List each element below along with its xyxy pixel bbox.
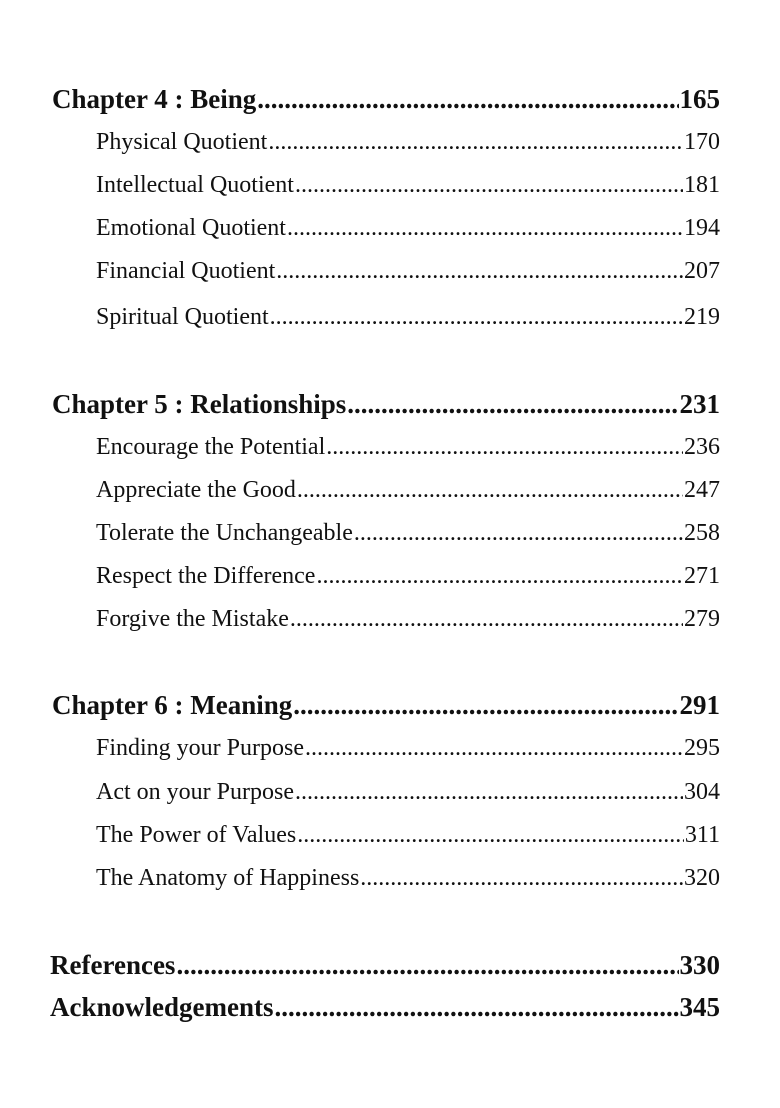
dot-leader [276, 258, 683, 285]
section-page-number: 194 [684, 215, 720, 241]
section-title: Tolerate the Unchangeable [96, 520, 353, 546]
section-title: Intellectual Quotient [96, 172, 294, 198]
end-matter-page-number: 330 [679, 950, 720, 980]
section-page-number: 236 [684, 434, 720, 460]
section-page-number: 295 [684, 735, 720, 761]
toc-section[interactable] [96, 606, 720, 633]
section-page-number: 219 [684, 304, 720, 330]
section-title: The Anatomy of Happiness [96, 865, 360, 891]
dot-leader [347, 389, 678, 420]
section-title: Physical Quotient [96, 129, 268, 155]
dot-leader [360, 865, 683, 892]
section-title: Spiritual Quotient [96, 304, 269, 330]
toc-chapter-6[interactable] [52, 690, 720, 721]
end-matter-page-number: 345 [679, 992, 720, 1022]
section-title: Finding your Purpose [96, 735, 305, 761]
toc-section[interactable] [96, 865, 720, 892]
section-page-number: 258 [684, 520, 720, 546]
toc-section[interactable] [96, 779, 720, 806]
section-page-number: 247 [684, 477, 720, 503]
section-title: Appreciate the Good [96, 477, 296, 503]
chapter-page-number: 291 [679, 690, 720, 720]
section-page-number: 320 [684, 865, 720, 891]
dot-leader [290, 606, 683, 633]
section-page-number: 170 [684, 129, 720, 155]
toc-section[interactable] [96, 129, 720, 156]
toc-section[interactable] [96, 822, 720, 849]
dot-leader [297, 477, 683, 504]
section-title: Emotional Quotient [96, 215, 286, 241]
section-page-number: 207 [684, 258, 720, 284]
end-matter-title: Acknowledgements [50, 992, 274, 1022]
toc-section[interactable] [96, 434, 720, 461]
toc-references[interactable] [50, 950, 720, 981]
dot-leader [354, 520, 683, 547]
toc-section[interactable] [96, 563, 720, 590]
toc-section[interactable] [96, 477, 720, 504]
chapter-title: Chapter 5 : Relationships [52, 389, 347, 419]
dot-leader [270, 304, 683, 331]
toc-section[interactable] [96, 304, 720, 331]
section-title: Financial Quotient [96, 258, 276, 284]
section-page-number: 311 [684, 822, 720, 848]
end-matter-title: References [50, 950, 176, 980]
chapter-title: Chapter 4 : Being [52, 84, 257, 114]
dot-leader [297, 822, 684, 849]
dot-leader [293, 690, 678, 721]
toc-acknowledgements[interactable] [50, 992, 720, 1023]
toc-section[interactable] [96, 520, 720, 547]
dot-leader [176, 950, 678, 981]
dot-leader [295, 779, 683, 806]
section-page-number: 181 [684, 172, 720, 198]
section-page-number: 304 [684, 779, 720, 805]
dot-leader [268, 129, 683, 156]
section-title: Respect the Difference [96, 563, 316, 589]
section-title: Act on your Purpose [96, 779, 294, 805]
toc-section[interactable] [96, 735, 720, 762]
chapter-page-number: 165 [679, 84, 720, 114]
chapter-title: Chapter 6 : Meaning [52, 690, 293, 720]
dot-leader [257, 84, 678, 115]
dot-leader [316, 563, 683, 590]
toc-chapter-4[interactable] [52, 84, 720, 115]
toc-section[interactable] [96, 258, 720, 285]
dot-leader [275, 992, 679, 1023]
section-page-number: 271 [684, 563, 720, 589]
toc-section[interactable] [96, 215, 720, 242]
chapter-page-number: 231 [679, 389, 720, 419]
toc-chapter-5[interactable] [52, 389, 720, 420]
section-title: The Power of Values [96, 822, 297, 848]
section-title: Encourage the Potential [96, 434, 326, 460]
dot-leader [287, 215, 683, 242]
dot-leader [305, 735, 683, 762]
toc-section[interactable] [96, 172, 720, 199]
section-title: Forgive the Mistake [96, 606, 289, 632]
dot-leader [295, 172, 683, 199]
section-page-number: 279 [684, 606, 720, 632]
dot-leader [326, 434, 683, 461]
